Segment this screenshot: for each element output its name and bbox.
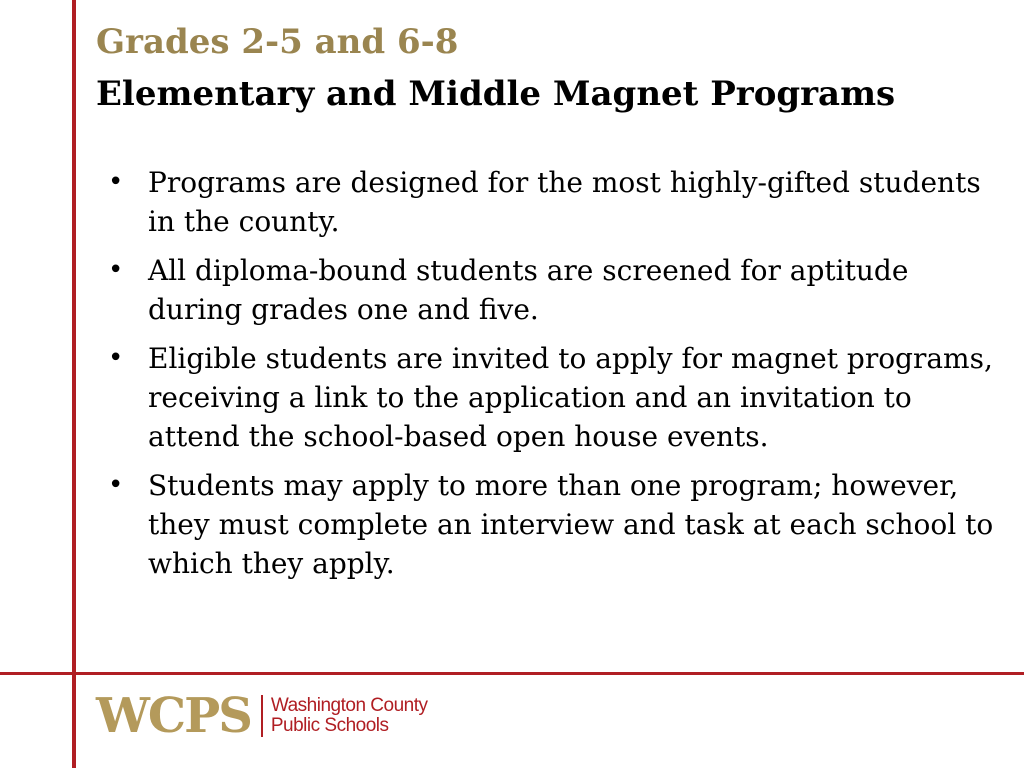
- bullet-text: Eligible students are invited to apply for magnet programs, receiving a link to the application and an invitation to attend the school-based open house events.: [148, 342, 993, 453]
- bullet-item: [106, 339, 1006, 456]
- vertical-accent-line: [72, 0, 76, 768]
- bullet-item: [106, 163, 1006, 241]
- wcps-logo: [96, 686, 427, 746]
- bullet-icon: •: [108, 255, 124, 285]
- bullet-item: [106, 251, 1006, 329]
- bullet-item: [106, 466, 1006, 583]
- logo-name-line2: Public Schools: [270, 715, 389, 736]
- logo-name: [271, 696, 428, 736]
- bullet-text: Programs are designed for the most highly-gifted students in the county.: [148, 166, 981, 238]
- bullet-icon: •: [108, 343, 124, 373]
- bullet-icon: •: [108, 470, 124, 500]
- bullet-text: All diploma-bound students are screened for aptitude during grades one and five.: [148, 254, 909, 326]
- horizontal-accent-line: [0, 672, 1024, 675]
- bullet-list: [106, 163, 1006, 593]
- slide-title: Elementary and Middle Magnet Programs: [96, 74, 896, 114]
- logo-mark: WCPS: [96, 688, 251, 744]
- logo-divider: [261, 695, 263, 737]
- bullet-text: Students may apply to more than one program; however, they must complete an interview and task at each school to which they apply.: [148, 469, 994, 580]
- bullet-icon: •: [108, 167, 124, 197]
- logo-name-line1: Washington County: [270, 695, 428, 716]
- slide-subtitle: Grades 2-5 and 6-8: [96, 22, 459, 62]
